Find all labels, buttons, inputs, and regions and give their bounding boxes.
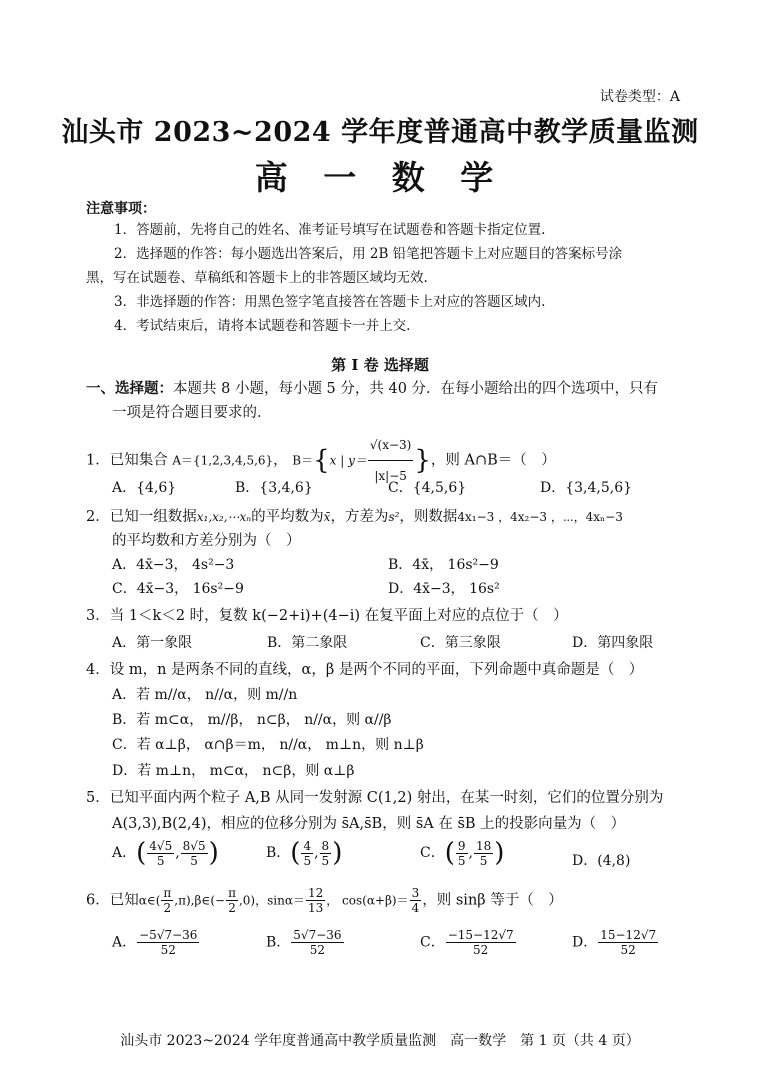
q3-option-b: B．第二象限 [267,635,348,651]
q3-option-d: D．第四象限 [572,635,654,651]
q6-cond: ,π),β∈(− [174,893,226,908]
q4-option-d: D．若 m⊥n， m⊂α， n⊂β，则 α⊥β [112,763,355,779]
part-heading [86,377,658,398]
q5-option-b-label: B． [266,845,291,861]
notice-list [86,220,688,336]
fraction-den: 52 [160,943,176,957]
fraction [301,839,313,868]
question-6-stem [86,886,563,915]
fraction-den: 52 [473,943,489,957]
fraction-den: 5 [156,853,165,868]
question-2-stem-2: 的平均数和方差分别为（ ） [112,533,301,549]
fraction-num: 4√5 [149,838,173,853]
q6-cos-label: ， cos(α+β)＝ [326,893,409,908]
fraction-den: 52 [620,943,636,957]
q6-cond: α∈( [138,893,161,908]
part-label: 一、选择题： [86,380,173,397]
fraction-num: 15−12√7 [600,928,657,942]
q5-option-c-label: C． [420,845,445,861]
fraction-den: 52 [309,943,326,957]
fraction-num: 18 [475,838,492,853]
q2-mean: x̄ [323,510,331,524]
fraction [598,928,658,957]
q3-option-c: C．第三象限 [420,635,501,651]
q1-fraction-num: √(x−3) [368,430,413,461]
page-footer: 汕头市 2023~2024 学年度普通高中教学质量监测 高一数学 第 1 页（共 4 页） [120,1033,640,1049]
section-title: 第 I 卷 选择题 [331,356,429,374]
question-4-stem: 4．设 m，n 是两条不同的直线，α，β 是两个不同的平面，下列命题中真命题是（ ） [86,662,644,678]
fraction-num: 4 [303,838,312,853]
q5-option-a: A．( $\frac{4√5}{5}$ , $\frac{8√5}{5}$ ) [112,838,219,868]
q2-option-c: C．4x̄−3， 16s²−9 [112,581,244,597]
fraction-num: −15−12√7 [447,928,514,942]
fraction-den: 4 [411,901,420,915]
fraction-den: 5 [321,853,330,868]
q5-option-b: B．( $\frac{4}{5}$ , $\frac{8}{5}$ ) [266,838,343,868]
fraction-num: 3 [411,886,420,900]
fraction-num: 12 [307,886,324,900]
notice-item: 3．非选择题的作答：用黑色签字笔直接答在答题卡上对应的答题区域内. [114,294,546,310]
fraction [137,928,199,957]
q6-option-a [112,928,200,957]
fraction [320,839,332,868]
fraction-num: 9 [457,838,466,853]
q6-sin-label: sinα＝ [267,893,305,908]
q2-text: ，方差为 [330,509,389,525]
q1-option-c: C．{4,5,6} [388,480,467,496]
fraction-den: 5 [303,853,312,868]
fraction [291,928,343,957]
fraction [306,886,325,915]
fraction-num: π [228,886,236,900]
fraction [181,839,208,868]
brace-open-icon: { [313,445,330,476]
q6-option-d [572,928,659,957]
q1-option-d: D．{3,4,5,6} [540,480,633,496]
q1-prefix: 1．已知集合 [86,452,168,469]
fraction [446,928,516,957]
q6-prefix: 6．已知 [86,892,139,909]
question-5-stem-2: A(3,3),B(2,4)，相应的位移分别为 s̄A,s̄B，则 s̄A 在 s̄B 上的投影向量为（ ） [112,816,626,832]
q6-option-c-label: C． [420,934,445,951]
notice-item: 2．选择题的作答：每小题选出答案后，用 2B 铅笔把答题卡上对应题目的答案标号涂 [114,246,623,262]
q6-option-c [420,928,517,957]
q2-option-a: A．4x̄−3， 4s²−3 [112,557,235,573]
q2-text: ，则数据 [399,509,458,525]
q6-tail: ，则 sinβ 等于（ ） [422,892,563,909]
q1-option-a: A．{4,6} [112,480,177,496]
q1-option-b: B．{3,4,6} [235,480,313,496]
exam-title: 汕头市 2023~2024 学年度普通高中教学质量监测 [61,117,699,148]
brace-close-icon: } [414,445,431,476]
part-description-2: 一项是符合题目要求的． [112,405,272,421]
fraction-den: 2 [228,901,236,915]
q6-option-b [266,928,345,957]
q6-option-b-label: B． [266,934,291,951]
q1-set-b-var: x [329,453,337,468]
q5-option-a-label: A． [112,845,137,861]
q2-text: 的平均数为 [251,509,324,525]
fraction-num: 8√5 [182,838,206,853]
fraction [226,886,238,915]
q2-variance: s² [388,510,400,524]
notice-item: 黑，写在试题卷、草稿纸和答题卡上的非答题区域均无效. [86,270,428,286]
notice-heading: 注意事项： [86,201,156,217]
paper-type-label: 试卷类型：A [599,89,680,105]
q2-option-d: D．4x̄−3， 16s² [388,581,500,597]
fraction-num: π [163,886,172,900]
part-description: 本题共 8 小题，每小题 5 分，共 40 分．在每小题给出的四个选项中，只有 [173,381,659,397]
question-2-stem [86,505,623,526]
q5-option-d: D．(4,8) [572,853,631,869]
fraction [161,886,173,915]
subject-title: 高 一 数 学 [254,158,506,197]
q2-new-data: 4x₁−3 ，4x₂−3 ，⋯，4xₙ−3 [457,510,623,524]
q4-option-a: A．若 m//α， n//α，则 m//n [112,687,298,703]
notice-item: 4．考试结束后，请将本试题卷和答题卡一并上交. [114,318,411,334]
q1-set-a: A＝{1,2,3,4,5,6} [172,453,274,468]
q2-data: x₁,x₂,⋯xₙ [196,510,252,524]
q3-option-a: A．第一象限 [112,635,193,651]
fraction-den: 5 [190,853,198,868]
q6-cond: ,0)， [238,893,268,908]
q6-option-a-label: A． [112,934,137,951]
fraction-num: 5√7−36 [293,928,342,942]
fraction [147,839,174,868]
q4-option-c: C．若 α⊥β， α∩β＝m， n//α， m⊥n，则 n⊥β [112,737,424,753]
fraction-den: 5 [479,853,488,868]
question-3-stem: 3．当 1＜k＜2 时，复数 k(−2+i)+(4−i) 在复平面上对应的点位于（ ） [86,608,568,624]
notice-item: 1．答题前，先将自己的姓名、准考证号填写在试题卷和答题卡指定位置. [114,222,546,238]
fraction-den: 2 [163,901,172,915]
q1-tail: ，则 A∩B＝（ ） [430,452,556,469]
q4-option-b: B．若 m⊂α， m//β， n⊂β， n//α，则 α//β [112,712,392,728]
fraction [410,886,422,915]
q1-set-b-y: y＝ [348,453,367,468]
q1-set-b-label: B＝ [292,453,314,468]
fraction-num: 8 [321,838,330,853]
question-5-stem: 5．已知平面内两个粒子 A,B 从同一发射源 C(1,2) 射出，在某一时刻，它们的位置分别为 [86,790,664,806]
fraction [474,839,493,868]
fraction-den: 5 [457,853,466,868]
fraction-num: −5√7−36 [139,928,198,942]
q2-text: 2．已知一组数据 [86,509,197,525]
q2-option-b: B．4x̄， 16s²−9 [388,557,499,573]
q1-fraction-den: |x|−5 [374,469,407,483]
q5-option-c: C．( $\frac{9}{5}$ , $\frac{18}{5}$ ) [420,838,505,868]
question-1-stem: 1．已知集合 A＝{1,2,3,4,5,6}， B＝{x | y＝ $\frac{√(x-3)}{|x|-5}$ }，则 A∩B＝（ ） [86,430,556,491]
fraction [456,839,468,868]
fraction-den: 13 [307,901,324,915]
q6-option-d-label: D． [572,934,598,951]
